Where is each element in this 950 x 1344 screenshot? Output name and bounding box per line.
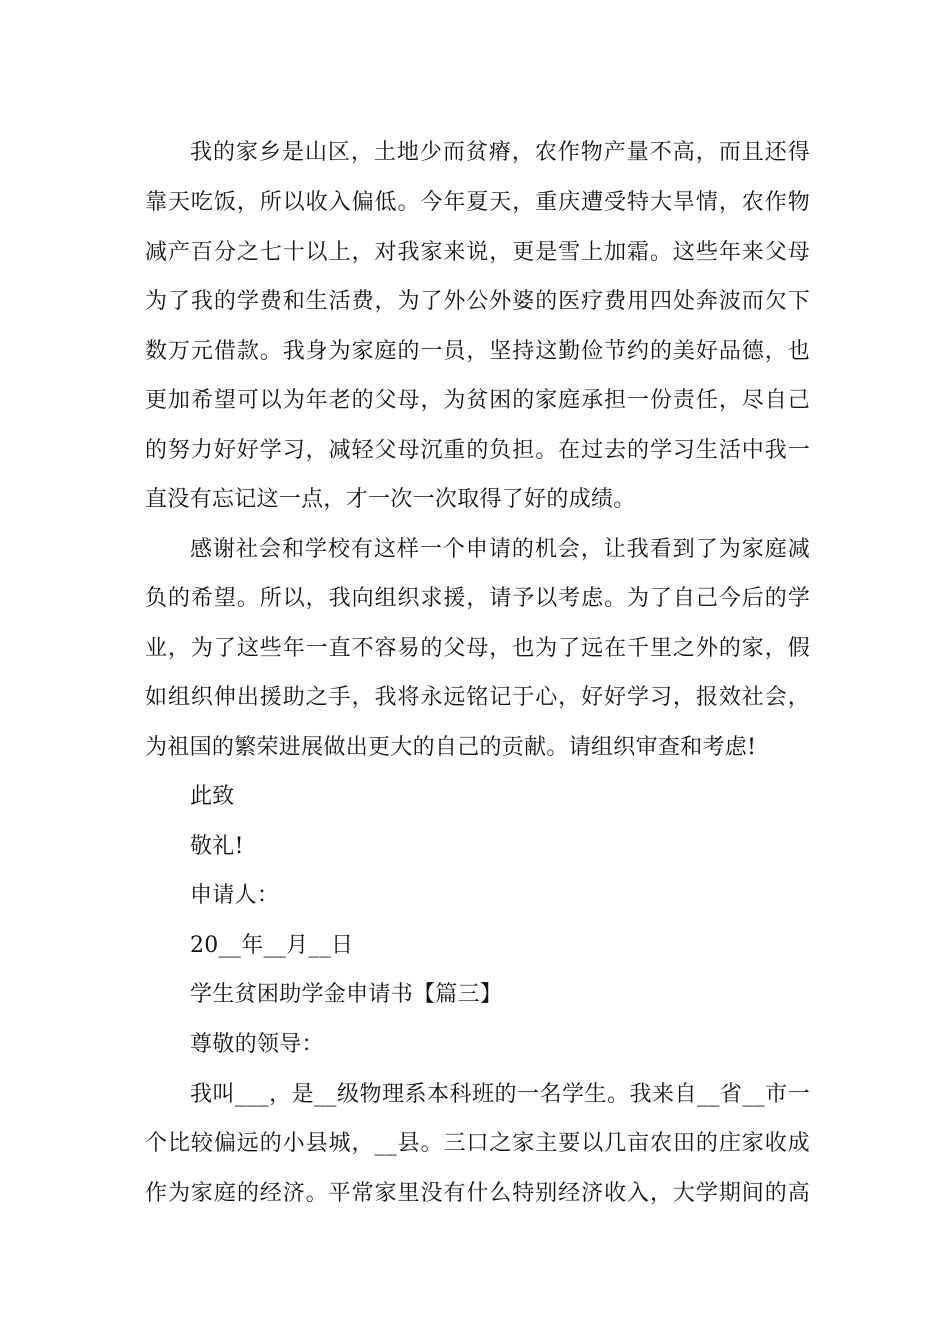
section-title: 学生贫困助学金申请书【篇三】 (190, 982, 503, 1007)
paragraph-1-line: 靠天吃饭，所以收入偏低。今年夏天，重庆遭受特大旱情，农作物 (145, 190, 810, 215)
paragraph-1-line: 的努力好好学习，减轻父母沉重的负担。在过去的学习生活中我一 (145, 438, 810, 463)
applicant-label: 申请人： (190, 883, 280, 908)
salute-text: 敬礼! (190, 834, 244, 859)
paragraph-1-line: 数万元借款。我身为家庭的一员，坚持这勤俭节约的美好品德，也 (145, 339, 810, 364)
paragraph-2-line: 业，为了这些年一直不容易的父母，也为了远在千里之外的家，假 (145, 636, 810, 661)
paragraph-3-line: 个比较偏远的小县城，__县。三口之家主要以几亩农田的庄家收成 (145, 1131, 810, 1156)
paragraph-1-line: 直没有忘记这一点，才一次一次取得了好的成绩。 (145, 487, 636, 512)
paragraph-1-line: 更加希望可以为年老的父母，为贫困的家庭承担一份责任，尽自己 (145, 388, 810, 413)
paragraph-2-line: 感谢社会和学校有这样一个申请的机会，让我看到了为家庭减 (190, 537, 810, 562)
closing-text: 此致 (190, 784, 235, 809)
paragraph-2-line: 负的希望。所以，我向组织求援，请予以考虑。为了自己今后的学 (145, 586, 810, 611)
paragraph-3-line: 作为家庭的经济。平常家里没有什么特别经济收入，大学期间的高 (145, 1181, 810, 1206)
paragraph-2-line: 为祖国的繁荣进展做出更大的自己的贡献。请组织审查和考虑! (145, 735, 757, 760)
paragraph-1-line: 我的家乡是山区，土地少而贫瘠，农作物产量不高，而且还得 (190, 140, 810, 165)
date-line: 20__年__月__日 (190, 933, 354, 958)
paragraph-1-line: 减产百分之七十以上，对我家来说，更是雪上加霜。这些年来父母 (145, 240, 810, 265)
paragraph-2-line: 如组织伸出援助之手，我将永远铭记于心，好好学习，报效社会， (145, 685, 810, 710)
greeting-text: 尊敬的领导： (190, 1032, 324, 1057)
paragraph-1-line: 为了我的学费和生活费，为了外公外婆的医疗费用四处奔波而欠下 (145, 289, 810, 314)
paragraph-3-line: 我叫___，是__级物理系本科班的一名学生。我来自__省__市一 (190, 1082, 810, 1107)
